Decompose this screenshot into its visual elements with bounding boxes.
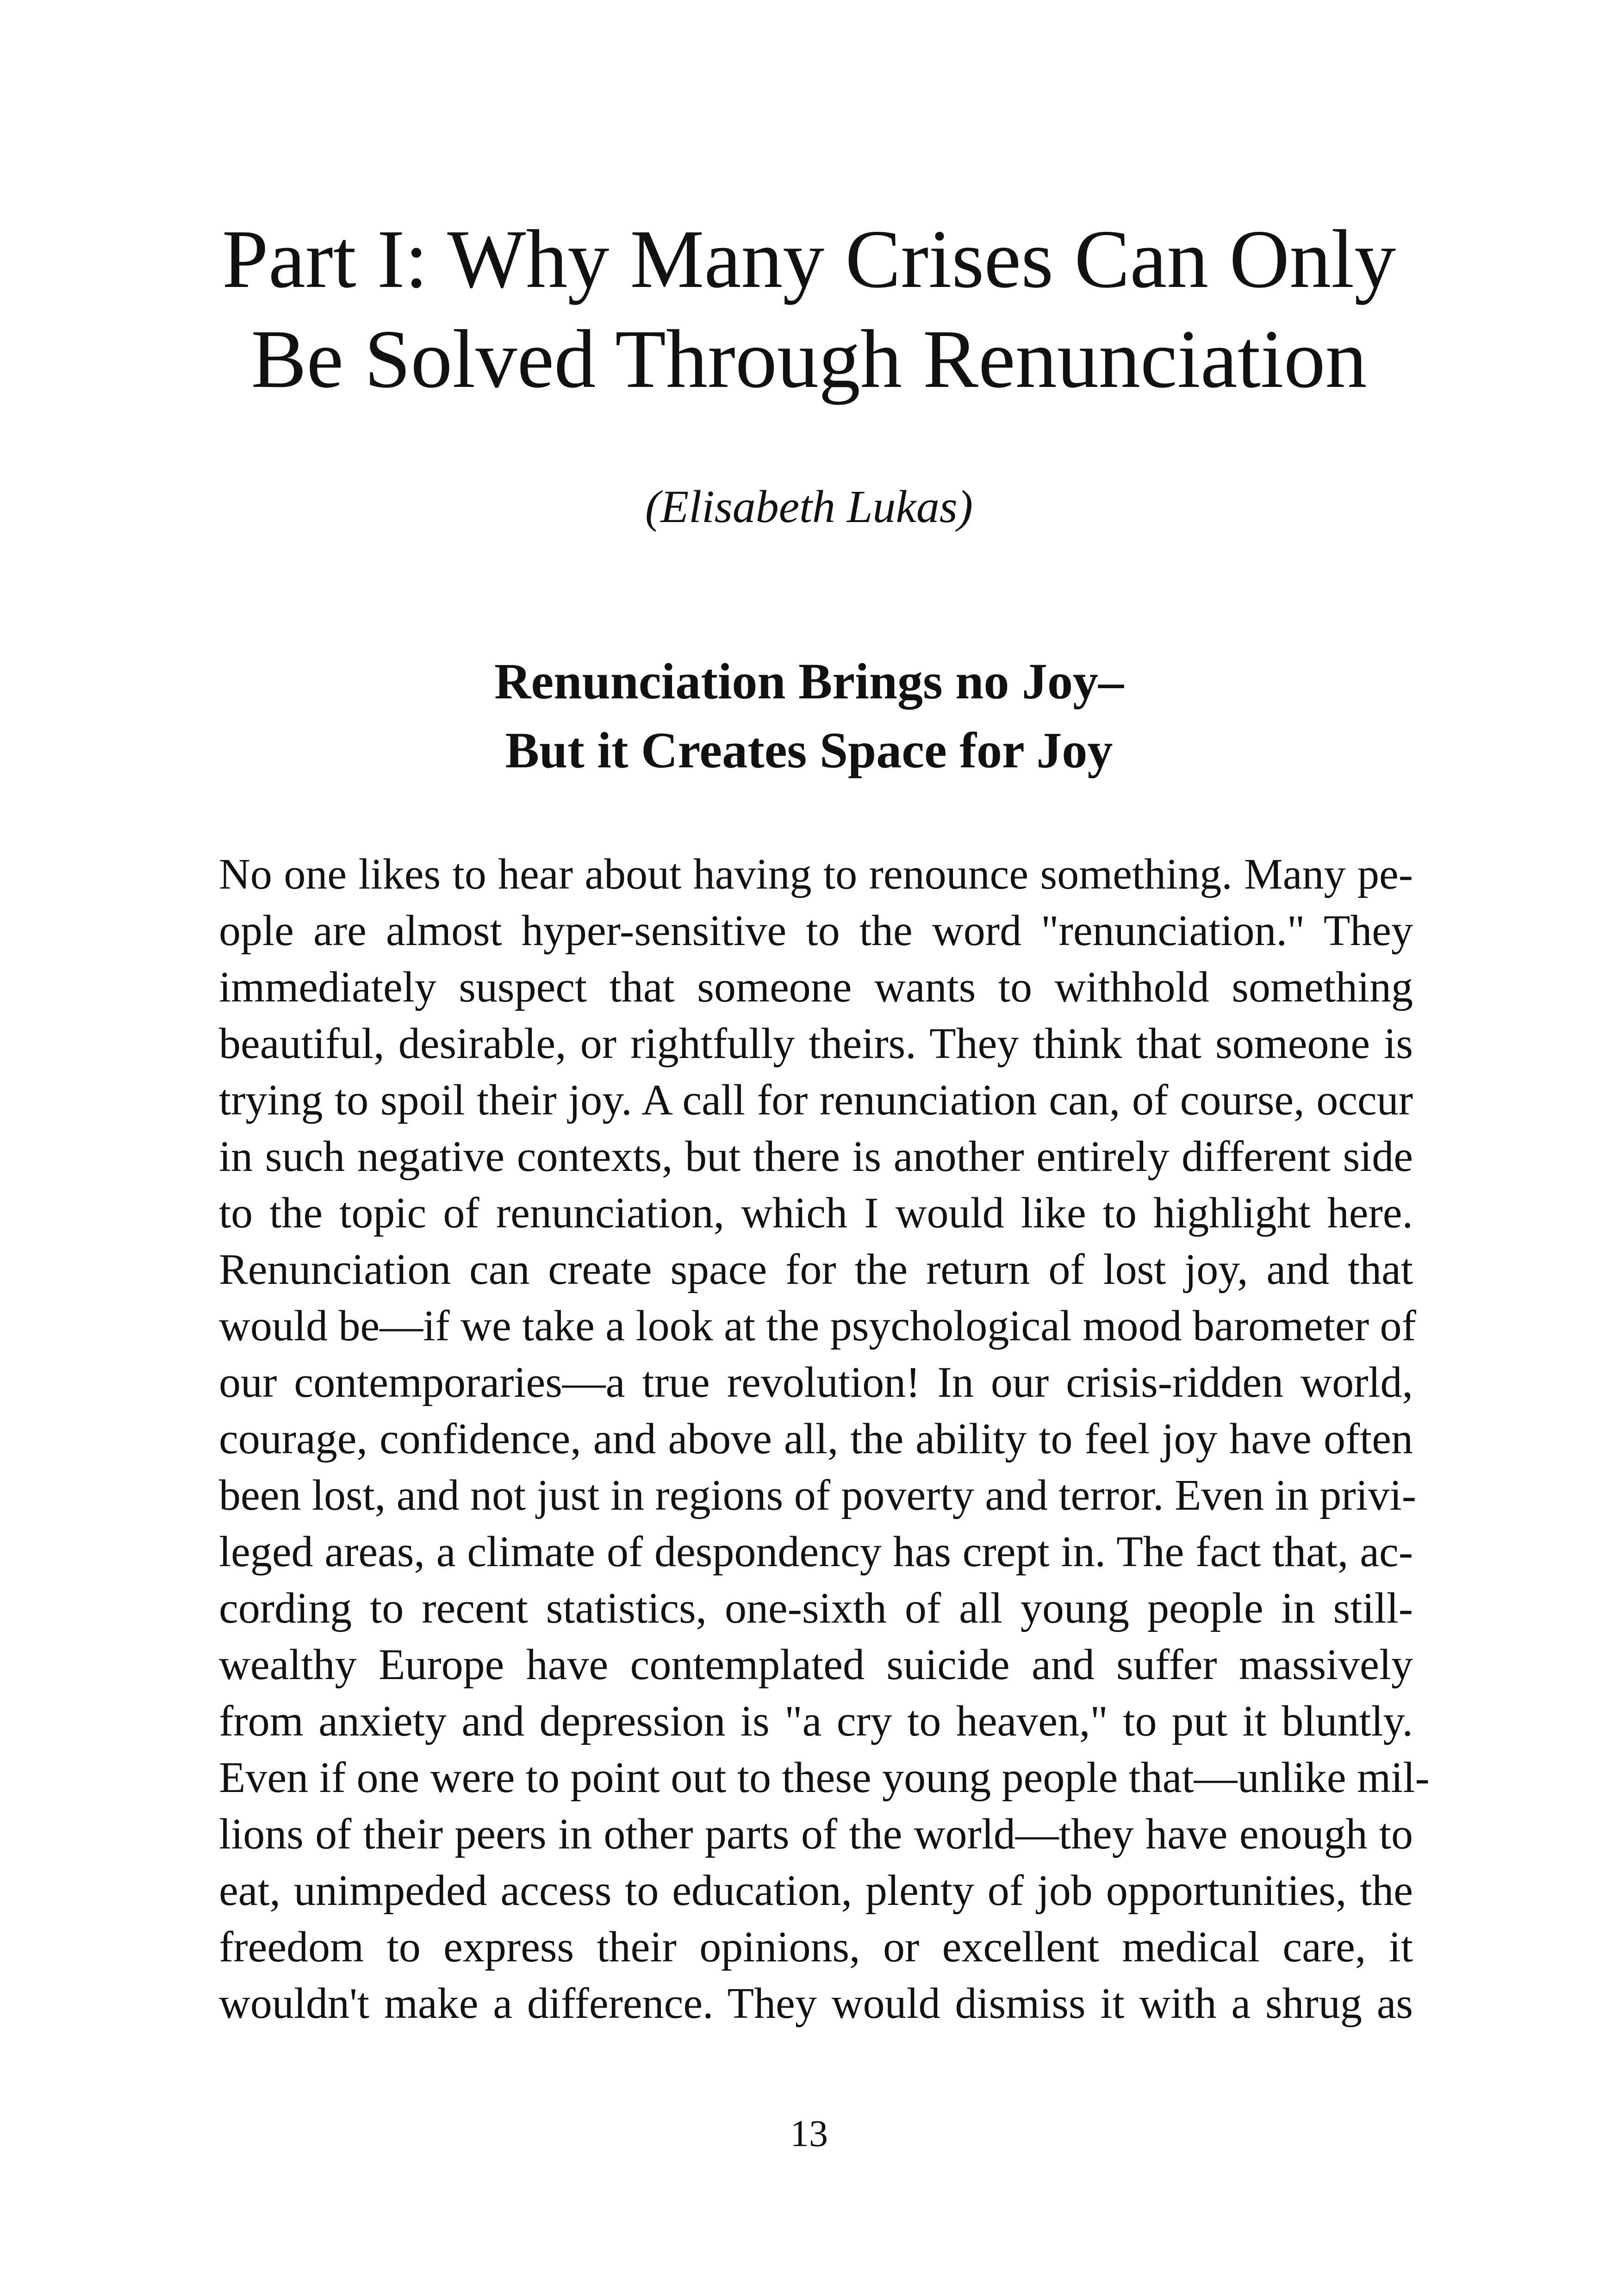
body-line: lions of their peers in other parts of the world—they have enough to: [219, 1810, 1413, 1858]
body-line: ople are almost hyper-sensitive to the word "renunciation." They: [219, 907, 1413, 955]
chapter-title: [185, 209, 1433, 409]
chapter-author: (Elisabeth Lukas): [645, 481, 973, 532]
body-line: trying to spoil their joy. A call for renunciation can, of course, occur: [219, 1076, 1413, 1124]
body-line: to the topic of renunciation, which I would like to highlight here.: [219, 1189, 1413, 1237]
body-line: immediately suspect that someone wants to withhold something: [219, 963, 1413, 1011]
body-line: beautiful, desirable, or rightfully theirs. They think that someone is: [219, 1020, 1413, 1068]
body-line: Even if one were to point out to these young people that—unlike mil-: [219, 1754, 1430, 1802]
body-line: wealthy Europe have contemplated suicide and suffer massively: [219, 1641, 1413, 1689]
body-paragraph: [219, 846, 1430, 2032]
body-line: our contemporaries—a true revolution! In our crisis-ridden world,: [219, 1358, 1413, 1406]
body-line: been lost, and not just in regions of poverty and terror. Even in privi-: [219, 1471, 1417, 1519]
body-line: Renunciation can create space for the return of lost joy, and that: [219, 1245, 1413, 1294]
body-line: from anxiety and depression is "a cry to heaven," to put it bluntly.: [219, 1697, 1413, 1745]
section-title-line: But it Creates Space for Joy: [505, 722, 1113, 778]
section-title-line: Renunciation Brings no Joy–: [494, 653, 1124, 709]
chapter-title-line: Part I: Why Many Crises Can Only: [222, 213, 1396, 305]
body-line: freedom to express their opinions, or excellent medical care, it: [219, 1923, 1413, 1971]
body-line: leged areas, a climate of despondency has crept in. The fact that, ac-: [219, 1528, 1413, 1576]
body-line: courage, confidence, and above all, the ability to feel joy have often: [219, 1415, 1413, 1463]
body-line: eat, unimpeded access to education, plenty of job opportunities, the: [219, 1867, 1413, 1915]
body-line: No one likes to hear about having to renounce something. Many pe-: [219, 850, 1413, 898]
page-number: 13: [790, 2112, 828, 2154]
body-line: cording to recent statistics, one-sixth of all young people in still-: [219, 1584, 1413, 1632]
body-line: would be—if we take a look at the psychological mood barometer of: [219, 1302, 1416, 1350]
body-line: in such negative contexts, but there is another entirely different side: [219, 1132, 1413, 1181]
body-line: wouldn't make a difference. They would dismiss it with a shrug as: [219, 1979, 1413, 2028]
section-title: [185, 647, 1433, 785]
chapter-title-line: Be Solved Through Renunciation: [251, 313, 1367, 405]
